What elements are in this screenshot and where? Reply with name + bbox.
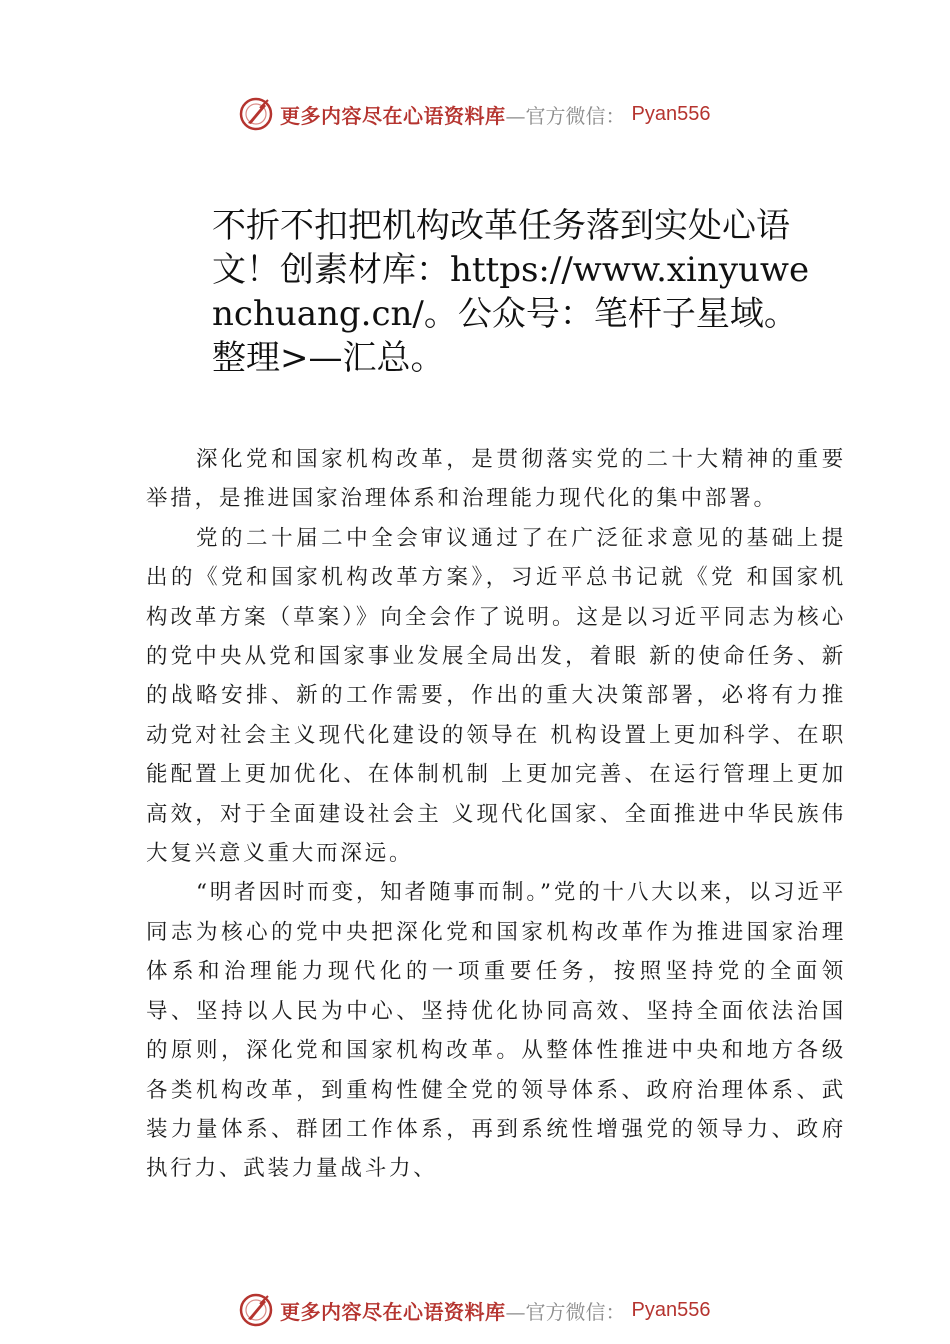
quill-logo-icon bbox=[238, 96, 274, 132]
document-body bbox=[146, 440, 846, 1189]
banner-wechat-id: Pyan556 bbox=[631, 102, 711, 125]
quill-logo-icon bbox=[238, 1292, 274, 1328]
banner-main-text: 更多内容尽在心语资料库 bbox=[280, 103, 506, 128]
header-banner bbox=[238, 94, 710, 134]
footer-banner bbox=[238, 1290, 710, 1330]
banner-wechat-id: Pyan556 bbox=[631, 1298, 711, 1321]
banner-separator-text: —官方微信： bbox=[505, 1299, 626, 1324]
document-title: 不折不扣把机构改革任务落到实处心语文！创素材库：https://www.xinyuwenchuang.cn/。公众号：笔杆子星域。整理>—汇总。 bbox=[212, 206, 810, 378]
paragraph: “明者因时而变，知者随事而制。”党的十八大以来，以习近平同志为核心的党中央把深化党和国家机构改革作为推进国家治理体系和治理能力现代化的一项重要任务，按照坚持党的全面领导、坚持以人民为中心、坚持优化协同高效、坚持全面依法治国的原则，深化党和国家机构改革。从整体性推进中央和地方各级各类机构改革，到重构性健全党的领导体系、政府治理体系、武装力量体系、群团工作体系，再到系统性增强党的领导力、政府执行力、武装力量战斗力、 bbox=[146, 880, 846, 1182]
banner-main-text: 更多内容尽在心语资料库 bbox=[280, 1299, 506, 1324]
banner-separator-text: —官方微信： bbox=[505, 103, 626, 128]
paragraph: 深化党和国家机构改革，是贯彻落实党的二十大精神的重要举措，是推进国家治理体系和治理能力现代化的集中部署。 bbox=[146, 447, 846, 512]
paragraph: 党的二十届二中全会审议通过了在广泛征求意见的基础上提出的《党和国家机构改革方案》，习近平总书记就《党 和国家机构改革方案（草案）》向全会作了说明。这是以习近平同志为核心的党中央从党和国家事业发展全局出发，着眼 新的使命任务、新的战略安排、新的工作需要，作出的重大决策部署，必将有力推动党对社会主义现代化建设的领导在 机构设置上更加科学、在职能配置上更加优化、在体制机制 上更加完善、在运行管理上更加高效，对于全面建设社会主 义现代化国家、全面推进中华民族伟大复兴意义重大而深远。 bbox=[146, 525, 846, 867]
